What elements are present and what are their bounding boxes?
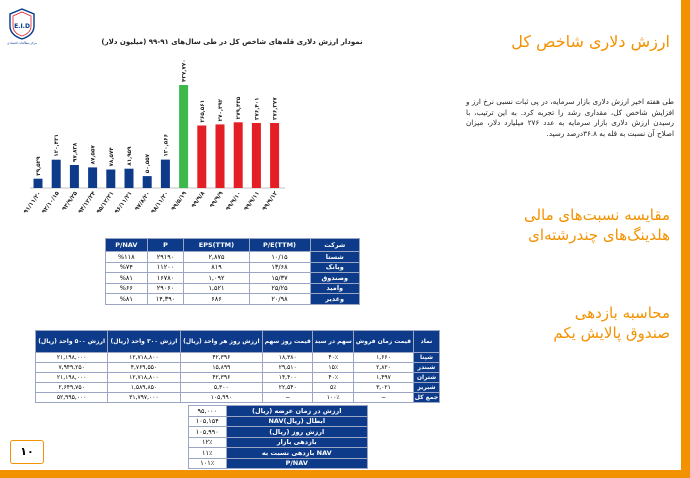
x-tick-label: ۹۹/۹/۱۲ xyxy=(261,190,280,213)
table-cell: ۲۹,۵۱۰ xyxy=(263,363,313,373)
company-name: وغدیر xyxy=(310,294,360,305)
table-cell: ۲۹۰۶۰ xyxy=(147,283,184,294)
bar-value-label: ۲۷۶,۳۷۷ xyxy=(272,97,279,120)
table-cell: %۶۶ xyxy=(106,283,148,294)
table-cell: ۴,۷۶۹,۵۵۰ xyxy=(108,363,180,373)
table-cell: ۱۲,۷۱۸,۸۰۰ xyxy=(108,353,180,363)
symbol-name: شپنا xyxy=(413,353,439,363)
x-tick-label: ۹۵/۱۲/۲۱ xyxy=(95,190,116,216)
table-cell: ۴۰٪ xyxy=(313,373,354,383)
table-cell: ۱۰۰٪ xyxy=(313,393,354,403)
table-cell: ۱۶۷۸۰ xyxy=(147,273,184,284)
logo-caption: مرکز مطالعات اقتصادی xyxy=(7,41,37,45)
table-row xyxy=(189,437,368,448)
company-name: وبانک xyxy=(310,262,360,273)
table-cell: ۱,۴۹۷ xyxy=(354,373,414,383)
fund-table xyxy=(35,330,440,403)
bars xyxy=(23,59,279,215)
table-cell: ۱,۶۶۰ xyxy=(354,353,414,363)
table-cell: ۱۴,۴۰۰ xyxy=(263,373,313,383)
table-row xyxy=(189,416,368,427)
table-cell: ۱۵/۳۷ xyxy=(249,273,310,284)
table-cell: ۴۰٪ xyxy=(313,353,354,363)
summary-label: ارزش روز (ریال) xyxy=(226,427,367,438)
bar-value-label: ۱۲۰,۵۶۶ xyxy=(163,133,170,157)
ratios-header-price: P xyxy=(147,239,184,252)
summary-label: NAVابطال (ریال) xyxy=(226,416,367,427)
symbol-name: جمع کل xyxy=(414,394,439,401)
fund-header-weight: سهم در سبد xyxy=(313,331,354,353)
section-title-ratios xyxy=(470,206,670,245)
bar-value-label: ۵۰,۵۵۷ xyxy=(145,153,152,174)
x-tick-label: ۹۸/۱۱/۲۰ xyxy=(150,190,171,216)
ratios-title-line-1: مقایسه نسبت‌های مالی xyxy=(523,206,670,224)
company-name: وصندوق xyxy=(310,273,360,284)
x-tick-label: ۹۱/۱۱/۲۰ xyxy=(23,190,43,216)
bar-value-label: ۳۹,۵۲۹ xyxy=(36,156,42,176)
x-tick-label: ۹۷/۸/۲۰ xyxy=(134,190,152,213)
x-tick-label: ۹۲/۱۰/۱۵ xyxy=(41,190,61,216)
table-cell: ۵,۳۰۰ xyxy=(180,383,263,393)
frame-bottom-border xyxy=(0,470,690,478)
chart-bar xyxy=(88,167,97,188)
bar-value-label: ۲۷۹,۴۳۵ xyxy=(236,96,243,120)
dollar-value-chart xyxy=(0,0,460,235)
table-cell: ۹۵,۰۰۰ xyxy=(189,406,227,417)
chart-bar xyxy=(252,123,261,188)
chart-bar xyxy=(161,160,170,188)
fund-title-line-2: صندوق پالایش یکم xyxy=(553,323,670,342)
table-row xyxy=(106,283,360,294)
table-row xyxy=(189,458,368,469)
company-name: وامید xyxy=(310,283,360,294)
ratios-header-pe: P/E(TTM) xyxy=(249,239,310,252)
bar-value-label: ۲۷۰,۳۹۲ xyxy=(218,98,224,122)
x-tick-label: ۹۹/۹/۱۱ xyxy=(243,190,262,213)
table-cell: %۷۴ xyxy=(106,262,148,273)
summary-label: بازدهی نسبت به NAV xyxy=(226,448,367,459)
fund-header-value-500: ارزش ۵۰۰ واحد (ریال) xyxy=(36,331,108,353)
fund-header-symbol: نماد xyxy=(413,331,439,353)
table-cell: − xyxy=(263,393,313,403)
table-cell: ۱۰۵,۱۵۴ xyxy=(189,416,227,427)
x-tick-label: ۹۹/۹/۹ xyxy=(209,190,225,210)
fund-header-sale-price: قیمت زمان فروش xyxy=(354,331,414,353)
chart-bar xyxy=(34,179,43,188)
ratios-title-line-2: هلدینگ‌های چندرشته‌ای xyxy=(528,225,670,244)
table-cell: ۱۲,۷۱۸,۸۰۰ xyxy=(108,373,180,383)
table-row xyxy=(189,448,368,459)
table-cell: ۱۰۱٪ xyxy=(189,458,227,469)
frame-right-border xyxy=(681,0,690,478)
table-cell: ۱۴,۳۹۰ xyxy=(147,294,184,305)
table-cell: %۸۱ xyxy=(106,273,148,284)
table-cell: ۲۱,۱۹۸,۰۰۰ xyxy=(36,373,108,383)
table-cell: ۱۵,۸۹۹ xyxy=(180,363,263,373)
table-row xyxy=(106,273,360,284)
dollar-value-paragraph: طی هفته اخیر ارزش دلاری بازار سرمایه، در پی ثبات نسبی نرخ ارز و افزایش شاخص کل، مقداری رشد را تجربه کرد. به این ترتیب، با رسیدن ارزش دلاری بازار سرمایه به عدد ۲۷۶ میلیارد دلار، میزان اصلاح آن نسبت به قله به ۳۶.۸درصد رسید. xyxy=(466,97,674,138)
table-row xyxy=(106,294,360,305)
table-cell: ۶۸۶ xyxy=(184,294,249,305)
bar-value-label: ۹۷,۸۳۸ xyxy=(72,142,79,162)
ratios-header-eps: EPS(TTM) xyxy=(184,239,249,252)
table-row xyxy=(36,383,440,393)
chart-bar xyxy=(216,124,225,188)
x-tick-label: ۹۹/۵/۱۹ xyxy=(170,190,189,213)
logo-letters: E.I.D xyxy=(14,23,30,30)
chart-bar xyxy=(70,165,79,188)
fund-title-line-1: محاسبه بازدهی xyxy=(574,304,670,322)
symbol-name: شتران xyxy=(413,373,439,383)
table-cell: − xyxy=(354,393,414,403)
table-row xyxy=(36,353,440,363)
table-cell: ۲۱,۱۹۸,۰۰۰ xyxy=(36,353,108,363)
company-name: شستا xyxy=(310,252,360,263)
symbol-name: شبریز xyxy=(413,383,439,393)
fund-summary-table xyxy=(188,405,368,469)
chart-bar xyxy=(197,126,206,189)
table-row xyxy=(106,262,360,273)
table-cell: ۲,۶۴۹,۷۵۰ xyxy=(36,383,108,393)
ratios-header-company: شرکت xyxy=(310,239,360,252)
chart-bar xyxy=(52,160,61,188)
chart-bar xyxy=(125,169,134,188)
table-cell: ۲,۸۷۵ xyxy=(184,252,249,263)
table-row xyxy=(189,406,368,417)
table-cell: ۲۲,۵۴۰ xyxy=(263,383,313,393)
ratios-header-pnav: P/NAV xyxy=(106,239,148,252)
table-cell: ۷,۹۴۹,۲۵۰ xyxy=(36,363,108,373)
fund-header-value-300: ارزش ۳۰۰ واحد (ریال) xyxy=(108,331,180,353)
bar-value-label: ۸۱,۹۵۹ xyxy=(127,146,133,166)
table-cell: ۱۱٪ xyxy=(189,448,227,459)
table-cell: ۱,۰۹۲ xyxy=(184,273,249,284)
table-cell: ۱۰۵,۹۹۰ xyxy=(189,427,227,438)
bar-value-label: ۲۶۵,۵۶۱ xyxy=(199,99,206,123)
table-cell: ۱۸,۳۸۰ xyxy=(263,353,313,363)
table-cell: ۱۲٪ xyxy=(189,437,227,448)
table-row xyxy=(36,363,440,373)
table-cell: ۱۳/۶۸ xyxy=(249,262,310,273)
x-tick-label: ۹۳/۹/۲۵ xyxy=(61,190,80,213)
chart-bar xyxy=(234,122,243,188)
ratios-table xyxy=(105,238,360,305)
summary-label: بازدهی بازار xyxy=(226,437,367,448)
fund-header-unit-value: ارزش روز هر واحد (ریال) xyxy=(180,331,263,353)
table-cell: ۳۱,۷۹۷,۰۰۰ xyxy=(108,393,180,403)
table-cell: %۱۱۸ xyxy=(106,252,148,263)
x-tick-label: ۹۹/۹/۸ xyxy=(190,190,207,210)
symbol-name: شبندر xyxy=(413,363,439,373)
table-cell: ۵۲,۹۹۵,۰۰۰ xyxy=(36,393,108,403)
table-row-total xyxy=(36,393,440,403)
table-cell: ۱۰/۱۵ xyxy=(249,252,310,263)
table-cell: ۱۰۵,۹۹۰ xyxy=(180,393,263,403)
fund-header-share-price: قیمت روز سهم xyxy=(263,331,313,353)
table-row xyxy=(36,373,440,383)
bar-value-label: ۷۸,۵۷۴ xyxy=(108,147,115,167)
section-title-dollar-value: ارزش دلاری شاخص کل xyxy=(511,32,670,51)
page-number: ۱۰ xyxy=(10,440,44,464)
table-cell: ۴۲,۳۹۶ xyxy=(180,373,263,383)
table-cell: ۱,۵۲۱ xyxy=(184,283,249,294)
table-cell: ۱۵٪ xyxy=(313,363,354,373)
table-cell: ۳,۰۲۱ xyxy=(354,383,414,393)
bar-value-label: ۸۷,۵۵۷ xyxy=(90,145,97,165)
x-tick-label: ۹۹/۹/۱۰ xyxy=(225,190,243,213)
chart-title: نمودار ارزش دلاری قله‌های شاخص کل در طی سال‌های ۹۱-۹۹ (میلیون دلار) xyxy=(101,38,363,46)
summary-label: ارزش در زمان عرضه (ریال) xyxy=(226,406,367,417)
table-cell: ۲۹۱۹۰ xyxy=(147,252,184,263)
table-row xyxy=(189,427,368,438)
chart-bar xyxy=(143,176,152,188)
bar-value-label: ۲۷۶,۴۰۱ xyxy=(254,97,261,120)
section-title-fund-return xyxy=(470,304,670,343)
table-cell: ۵٪ xyxy=(313,383,354,393)
table-cell: ۸۱۹ xyxy=(184,262,249,273)
table-cell: ۲۵/۲۵ xyxy=(249,283,310,294)
table-cell: %۸۱ xyxy=(106,294,148,305)
table-cell: ۴۲,۳۹۶ xyxy=(180,353,263,363)
table-cell: ۱,۵۸۹,۸۵۰ xyxy=(108,383,180,393)
table-cell: ۲,۸۲۰ xyxy=(354,363,414,373)
bar-value-label: ۴۳۷,۷۷۰ xyxy=(181,59,188,82)
bar-value-label: ۱۲۰,۴۳۱ xyxy=(54,134,61,157)
summary-label: P/NAV xyxy=(226,458,367,469)
table-cell: ۱۱۲۰۰ xyxy=(147,262,184,273)
chart-bar xyxy=(270,123,279,188)
table-row xyxy=(106,252,360,263)
x-tick-label: ۹۶/۱۱/۲۱ xyxy=(114,190,134,216)
x-tick-label: ۹۴/۱۲/۲۴ xyxy=(77,190,98,216)
chart-bar xyxy=(179,85,188,188)
table-cell: ۲۰/۹۸ xyxy=(249,294,310,305)
chart-bar xyxy=(106,170,115,189)
